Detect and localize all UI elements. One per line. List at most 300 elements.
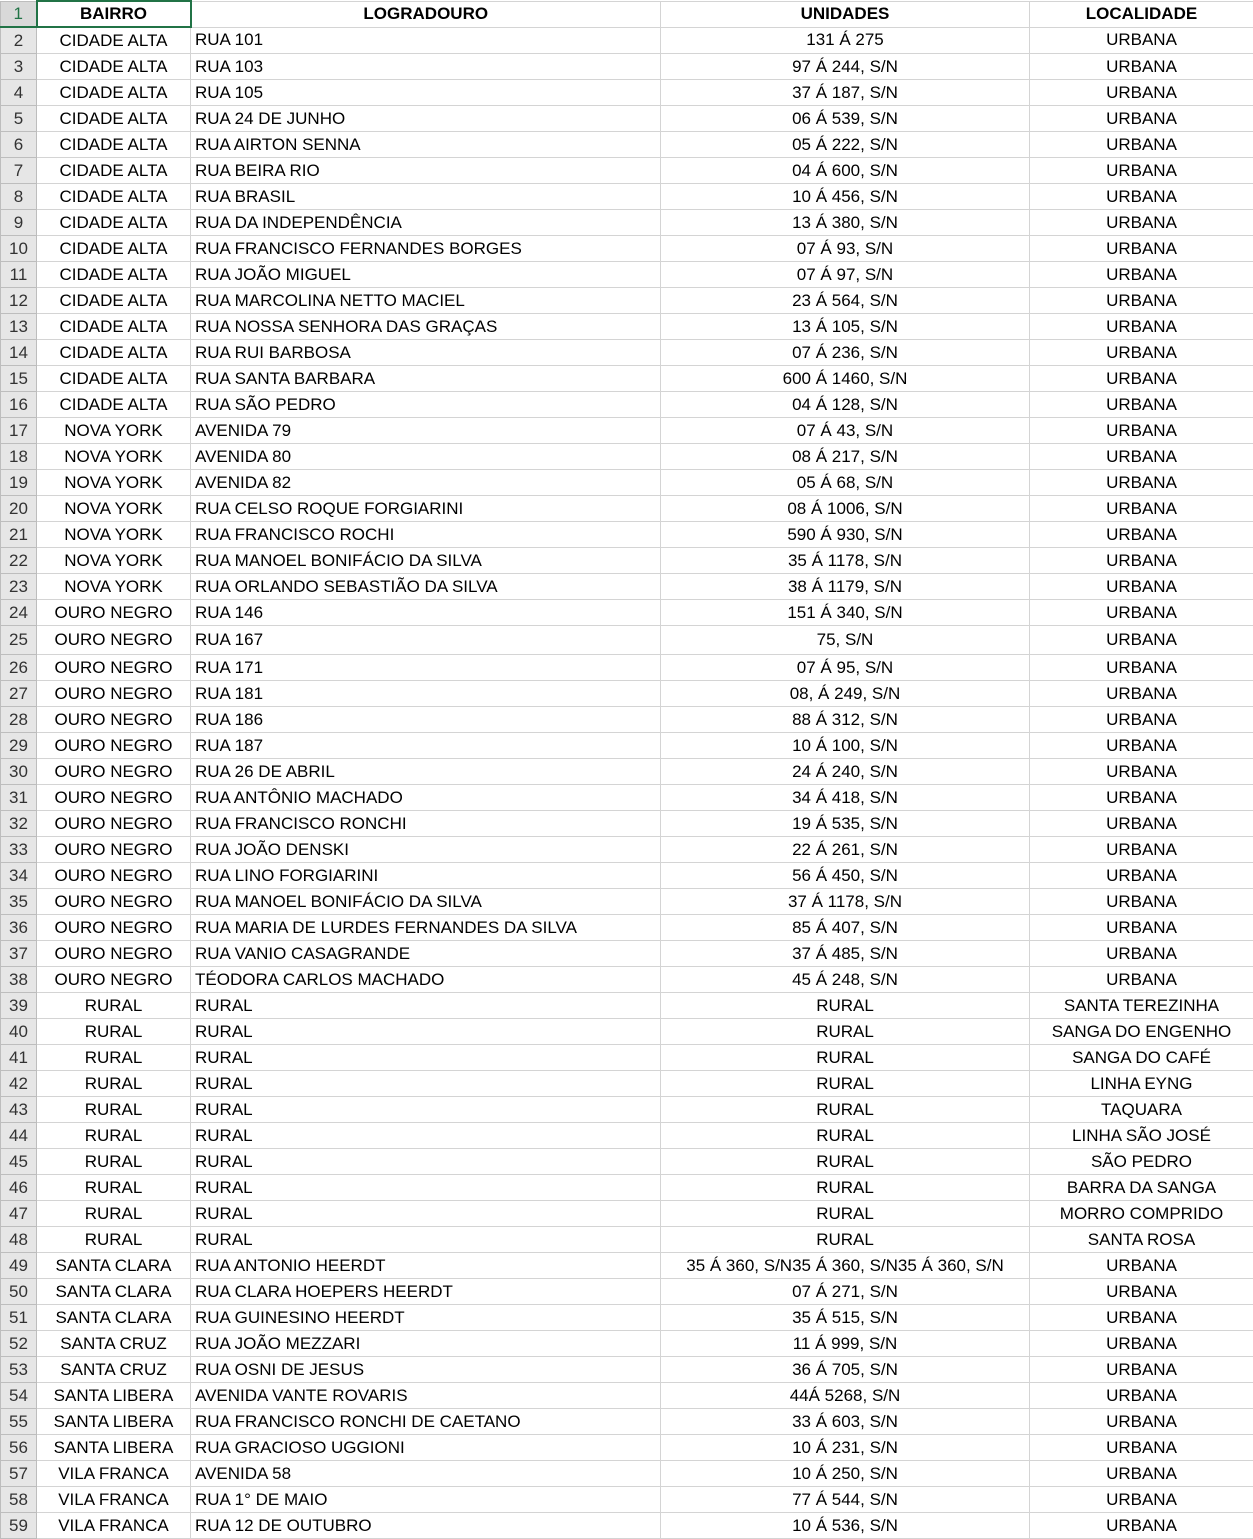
localidade-cell[interactable]: URBANA	[1030, 1253, 1253, 1279]
localidade-cell[interactable]: SANGA DO ENGENHO	[1030, 1019, 1253, 1045]
localidade-cell[interactable]: SANTA ROSA	[1030, 1227, 1253, 1253]
unidades-cell[interactable]: 33 Á 603, S/N	[661, 1409, 1030, 1435]
unidades-cell[interactable]: RURAL	[661, 1201, 1030, 1227]
bairro-cell[interactable]: RURAL	[37, 1149, 191, 1175]
bairro-cell[interactable]: SANTA CRUZ	[37, 1331, 191, 1357]
row-number[interactable]: 2	[1, 27, 37, 54]
unidades-cell[interactable]: RURAL	[661, 1097, 1030, 1123]
bairro-cell[interactable]: CIDADE ALTA	[37, 132, 191, 158]
unidades-cell[interactable]: RURAL	[661, 1045, 1030, 1071]
bairro-cell[interactable]: CIDADE ALTA	[37, 236, 191, 262]
unidades-cell[interactable]: 590 Á 930, S/N	[661, 522, 1030, 548]
unidades-cell[interactable]: 10 Á 231, S/N	[661, 1435, 1030, 1461]
bairro-cell[interactable]: CIDADE ALTA	[37, 262, 191, 288]
row-number[interactable]: 49	[1, 1253, 37, 1279]
unidades-cell[interactable]: 77 Á 544, S/N	[661, 1487, 1030, 1513]
bairro-cell[interactable]: NOVA YORK	[37, 574, 191, 600]
row-number[interactable]: 30	[1, 759, 37, 785]
logradouro-cell[interactable]: RUA MARIA DE LURDES FERNANDES DA SILVA	[191, 915, 661, 941]
row-number[interactable]: 13	[1, 314, 37, 340]
logradouro-cell[interactable]: RUA JOÃO MIGUEL	[191, 262, 661, 288]
logradouro-cell[interactable]: TÉODORA CARLOS MACHADO	[191, 967, 661, 993]
bairro-cell[interactable]: NOVA YORK	[37, 444, 191, 470]
row-number[interactable]: 5	[1, 106, 37, 132]
logradouro-cell[interactable]: RUA 171	[191, 655, 661, 681]
row-number[interactable]: 20	[1, 496, 37, 522]
unidades-cell[interactable]: 10 Á 250, S/N	[661, 1461, 1030, 1487]
unidades-cell[interactable]: 13 Á 105, S/N	[661, 314, 1030, 340]
localidade-cell[interactable]: URBANA	[1030, 54, 1253, 80]
bairro-cell[interactable]: SANTA CLARA	[37, 1253, 191, 1279]
bairro-cell[interactable]: SANTA CRUZ	[37, 1357, 191, 1383]
unidades-cell[interactable]: 10 Á 100, S/N	[661, 733, 1030, 759]
logradouro-cell[interactable]: RUA SANTA BARBARA	[191, 366, 661, 392]
localidade-cell[interactable]: URBANA	[1030, 392, 1253, 418]
localidade-cell[interactable]: URBANA	[1030, 811, 1253, 837]
row-number[interactable]: 55	[1, 1409, 37, 1435]
unidades-cell[interactable]: 97 Á 244, S/N	[661, 54, 1030, 80]
unidades-cell[interactable]: 75, S/N	[661, 626, 1030, 655]
logradouro-cell[interactable]: RUA RUI BARBOSA	[191, 340, 661, 366]
localidade-cell[interactable]: URBANA	[1030, 470, 1253, 496]
bairro-cell[interactable]: OURO NEGRO	[37, 626, 191, 655]
row-number[interactable]: 22	[1, 548, 37, 574]
unidades-cell[interactable]: 600 Á 1460, S/N	[661, 366, 1030, 392]
row-number[interactable]: 19	[1, 470, 37, 496]
localidade-cell[interactable]: URBANA	[1030, 496, 1253, 522]
unidades-cell[interactable]: 44Á 5268, S/N	[661, 1383, 1030, 1409]
row-number[interactable]: 23	[1, 574, 37, 600]
bairro-cell[interactable]: OURO NEGRO	[37, 915, 191, 941]
row-number[interactable]: 28	[1, 707, 37, 733]
logradouro-cell[interactable]: RURAL	[191, 1227, 661, 1253]
bairro-cell[interactable]: CIDADE ALTA	[37, 158, 191, 184]
row-number[interactable]: 9	[1, 210, 37, 236]
bairro-cell[interactable]: OURO NEGRO	[37, 889, 191, 915]
row-number[interactable]: 24	[1, 600, 37, 626]
logradouro-cell[interactable]: RURAL	[191, 1123, 661, 1149]
bairro-cell[interactable]: OURO NEGRO	[37, 655, 191, 681]
row-number[interactable]: 16	[1, 392, 37, 418]
logradouro-cell[interactable]: RUA NOSSA SENHORA DAS GRAÇAS	[191, 314, 661, 340]
localidade-cell[interactable]: URBANA	[1030, 837, 1253, 863]
bairro-cell[interactable]: OURO NEGRO	[37, 811, 191, 837]
logradouro-cell[interactable]: RURAL	[191, 993, 661, 1019]
logradouro-cell[interactable]: RUA VANIO CASAGRANDE	[191, 941, 661, 967]
row-number[interactable]: 59	[1, 1513, 37, 1539]
logradouro-cell[interactable]: RURAL	[191, 1175, 661, 1201]
logradouro-cell[interactable]: RUA SÃO PEDRO	[191, 392, 661, 418]
row-number[interactable]: 7	[1, 158, 37, 184]
row-number[interactable]: 6	[1, 132, 37, 158]
header-logradouro-cell[interactable]: LOGRADOURO	[191, 1, 661, 27]
bairro-cell[interactable]: OURO NEGRO	[37, 707, 191, 733]
row-number[interactable]: 56	[1, 1435, 37, 1461]
bairro-cell[interactable]: OURO NEGRO	[37, 785, 191, 811]
bairro-cell[interactable]: CIDADE ALTA	[37, 184, 191, 210]
row-number[interactable]: 57	[1, 1461, 37, 1487]
logradouro-cell[interactable]: RUA JOÃO MEZZARI	[191, 1331, 661, 1357]
unidades-cell[interactable]: RURAL	[661, 1071, 1030, 1097]
row-number[interactable]: 31	[1, 785, 37, 811]
row-number[interactable]: 44	[1, 1123, 37, 1149]
row-number[interactable]: 37	[1, 941, 37, 967]
row-number[interactable]: 8	[1, 184, 37, 210]
row-number[interactable]: 1	[1, 1, 37, 27]
logradouro-cell[interactable]: RUA LINO FORGIARINI	[191, 863, 661, 889]
row-number[interactable]: 50	[1, 1279, 37, 1305]
table-row	[1, 600, 1253, 626]
logradouro-cell[interactable]: RUA DA INDEPENDÊNCIA	[191, 210, 661, 236]
bairro-cell[interactable]: CIDADE ALTA	[37, 392, 191, 418]
logradouro-cell[interactable]: RUA MANOEL BONIFÁCIO DA SILVA	[191, 548, 661, 574]
bairro-cell[interactable]: CIDADE ALTA	[37, 210, 191, 236]
localidade-cell[interactable]: URBANA	[1030, 785, 1253, 811]
unidades-cell[interactable]: 24 Á 240, S/N	[661, 759, 1030, 785]
unidades-cell[interactable]: 35 Á 515, S/N	[661, 1305, 1030, 1331]
unidades-cell[interactable]: 05 Á 68, S/N	[661, 470, 1030, 496]
bairro-cell[interactable]: VILA FRANCA	[37, 1513, 191, 1539]
logradouro-cell[interactable]: RUA GRACIOSO UGGIONI	[191, 1435, 661, 1461]
logradouro-cell[interactable]: RUA 1° DE MAIO	[191, 1487, 661, 1513]
row-number[interactable]: 35	[1, 889, 37, 915]
unidades-cell[interactable]: 45 Á 248, S/N	[661, 967, 1030, 993]
bairro-cell[interactable]: VILA FRANCA	[37, 1487, 191, 1513]
bairro-cell[interactable]: SANTA LIBERA	[37, 1383, 191, 1409]
localidade-cell[interactable]: MORRO COMPRIDO	[1030, 1201, 1253, 1227]
logradouro-cell[interactable]: RUA MARCOLINA NETTO MACIEL	[191, 288, 661, 314]
localidade-cell[interactable]: URBANA	[1030, 184, 1253, 210]
unidades-cell[interactable]: RURAL	[661, 1175, 1030, 1201]
unidades-cell[interactable]: 07 Á 95, S/N	[661, 655, 1030, 681]
bairro-cell[interactable]: OURO NEGRO	[37, 759, 191, 785]
bairro-cell[interactable]: RURAL	[37, 1227, 191, 1253]
localidade-cell[interactable]: URBANA	[1030, 1331, 1253, 1357]
bairro-cell[interactable]: NOVA YORK	[37, 418, 191, 444]
localidade-cell[interactable]: URBANA	[1030, 1461, 1253, 1487]
unidades-cell[interactable]: RURAL	[661, 1019, 1030, 1045]
bairro-cell[interactable]: CIDADE ALTA	[37, 54, 191, 80]
logradouro-cell[interactable]: AVENIDA 80	[191, 444, 661, 470]
unidades-cell[interactable]: 56 Á 450, S/N	[661, 863, 1030, 889]
row-number[interactable]: 38	[1, 967, 37, 993]
logradouro-cell[interactable]: RUA 181	[191, 681, 661, 707]
row-number[interactable]: 4	[1, 80, 37, 106]
unidades-cell[interactable]: RURAL	[661, 993, 1030, 1019]
row-number[interactable]: 39	[1, 993, 37, 1019]
localidade-cell[interactable]: URBANA	[1030, 548, 1253, 574]
localidade-cell[interactable]: URBANA	[1030, 106, 1253, 132]
header-localidade-cell[interactable]: LOCALIDADE	[1030, 1, 1253, 27]
logradouro-cell[interactable]: RUA ANTONIO HEERDT	[191, 1253, 661, 1279]
bairro-cell[interactable]: NOVA YORK	[37, 522, 191, 548]
unidades-cell[interactable]: 08, Á 249, S/N	[661, 681, 1030, 707]
bairro-cell[interactable]: CIDADE ALTA	[37, 80, 191, 106]
logradouro-cell[interactable]: RURAL	[191, 1149, 661, 1175]
unidades-cell[interactable]: 36 Á 705, S/N	[661, 1357, 1030, 1383]
logradouro-cell[interactable]: RUA AIRTON SENNA	[191, 132, 661, 158]
unidades-cell[interactable]: 13 Á 380, S/N	[661, 210, 1030, 236]
row-number[interactable]: 10	[1, 236, 37, 262]
unidades-cell[interactable]: 88 Á 312, S/N	[661, 707, 1030, 733]
logradouro-cell[interactable]: RUA ANTÔNIO MACHADO	[191, 785, 661, 811]
row-number[interactable]: 29	[1, 733, 37, 759]
table-row	[1, 1279, 1253, 1305]
logradouro-cell[interactable]: RUA MANOEL BONIFÁCIO DA SILVA	[191, 889, 661, 915]
localidade-cell[interactable]: BARRA DA SANGA	[1030, 1175, 1253, 1201]
unidades-cell[interactable]: 85 Á 407, S/N	[661, 915, 1030, 941]
localidade-cell[interactable]: URBANA	[1030, 314, 1253, 340]
row-number[interactable]: 40	[1, 1019, 37, 1045]
logradouro-cell[interactable]: RUA CELSO ROQUE FORGIARINI	[191, 496, 661, 522]
bairro-cell[interactable]: RURAL	[37, 993, 191, 1019]
unidades-cell[interactable]: 35 Á 1178, S/N	[661, 548, 1030, 574]
table-row	[1, 863, 1253, 889]
logradouro-cell[interactable]: RUA FRANCISCO RONCHI DE CAETANO	[191, 1409, 661, 1435]
bairro-cell[interactable]: RURAL	[37, 1123, 191, 1149]
bairro-cell[interactable]: OURO NEGRO	[37, 967, 191, 993]
unidades-cell[interactable]: 10 Á 456, S/N	[661, 184, 1030, 210]
row-number[interactable]: 33	[1, 837, 37, 863]
unidades-cell[interactable]: 06 Á 539, S/N	[661, 106, 1030, 132]
logradouro-cell[interactable]: AVENIDA 79	[191, 418, 661, 444]
localidade-cell[interactable]: SANGA DO CAFÉ	[1030, 1045, 1253, 1071]
localidade-cell[interactable]: URBANA	[1030, 1487, 1253, 1513]
logradouro-cell[interactable]: RUA GUINESINO HEERDT	[191, 1305, 661, 1331]
unidades-cell[interactable]: 34 Á 418, S/N	[661, 785, 1030, 811]
unidades-cell[interactable]: 07 Á 236, S/N	[661, 340, 1030, 366]
row-number[interactable]: 54	[1, 1383, 37, 1409]
localidade-cell[interactable]: URBANA	[1030, 1357, 1253, 1383]
bairro-cell[interactable]: NOVA YORK	[37, 548, 191, 574]
unidades-cell[interactable]: 37 Á 187, S/N	[661, 80, 1030, 106]
unidades-cell[interactable]: RURAL	[661, 1123, 1030, 1149]
localidade-cell[interactable]: URBANA	[1030, 707, 1253, 733]
row-number[interactable]: 17	[1, 418, 37, 444]
localidade-cell[interactable]: URBANA	[1030, 1435, 1253, 1461]
logradouro-cell[interactable]: AVENIDA 82	[191, 470, 661, 496]
logradouro-cell[interactable]: RUA BRASIL	[191, 184, 661, 210]
bairro-cell[interactable]: CIDADE ALTA	[37, 340, 191, 366]
table-row	[1, 80, 1253, 106]
unidades-cell[interactable]: 23 Á 564, S/N	[661, 288, 1030, 314]
localidade-cell[interactable]: URBANA	[1030, 132, 1253, 158]
row-number[interactable]: 47	[1, 1201, 37, 1227]
logradouro-cell[interactable]: RUA ORLANDO SEBASTIÃO DA SILVA	[191, 574, 661, 600]
logradouro-cell[interactable]: RUA FRANCISCO ROCHI	[191, 522, 661, 548]
localidade-cell[interactable]: URBANA	[1030, 759, 1253, 785]
logradouro-cell[interactable]: RUA 167	[191, 626, 661, 655]
bairro-cell[interactable]: OURO NEGRO	[37, 863, 191, 889]
localidade-cell[interactable]: URBANA	[1030, 262, 1253, 288]
bairro-cell[interactable]: NOVA YORK	[37, 470, 191, 496]
bairro-cell[interactable]: OURO NEGRO	[37, 600, 191, 626]
localidade-cell[interactable]: URBANA	[1030, 681, 1253, 707]
localidade-cell[interactable]: LINHA EYNG	[1030, 1071, 1253, 1097]
row-number[interactable]: 12	[1, 288, 37, 314]
unidades-cell[interactable]: 08 Á 217, S/N	[661, 444, 1030, 470]
localidade-cell[interactable]: URBANA	[1030, 574, 1253, 600]
localidade-cell[interactable]: URBANA	[1030, 1409, 1253, 1435]
localidade-cell[interactable]: URBANA	[1030, 1513, 1253, 1539]
row-number[interactable]: 26	[1, 655, 37, 681]
row-number[interactable]: 21	[1, 522, 37, 548]
localidade-cell[interactable]: URBANA	[1030, 1383, 1253, 1409]
unidades-cell[interactable]: 131 Á 275	[661, 27, 1030, 54]
bairro-cell[interactable]: NOVA YORK	[37, 496, 191, 522]
bairro-cell[interactable]: CIDADE ALTA	[37, 27, 191, 54]
row-number[interactable]: 46	[1, 1175, 37, 1201]
logradouro-cell[interactable]: AVENIDA 58	[191, 1461, 661, 1487]
logradouro-cell[interactable]: RUA CLARA HOEPERS HEERDT	[191, 1279, 661, 1305]
logradouro-cell[interactable]: RUA 12 DE OUTUBRO	[191, 1513, 661, 1539]
localidade-cell[interactable]: TAQUARA	[1030, 1097, 1253, 1123]
bairro-cell[interactable]: RURAL	[37, 1019, 191, 1045]
localidade-cell[interactable]: URBANA	[1030, 210, 1253, 236]
row-number[interactable]: 3	[1, 54, 37, 80]
bairro-cell[interactable]: RURAL	[37, 1097, 191, 1123]
logradouro-cell[interactable]: RUA JOÃO DENSKI	[191, 837, 661, 863]
localidade-cell[interactable]: URBANA	[1030, 366, 1253, 392]
row-number[interactable]: 15	[1, 366, 37, 392]
localidade-cell[interactable]: URBANA	[1030, 340, 1253, 366]
row-number[interactable]: 53	[1, 1357, 37, 1383]
unidades-cell[interactable]: 07 Á 271, S/N	[661, 1279, 1030, 1305]
bairro-cell[interactable]: CIDADE ALTA	[37, 366, 191, 392]
unidades-cell[interactable]: 37 Á 485, S/N	[661, 941, 1030, 967]
logradouro-cell[interactable]: AVENIDA VANTE ROVARIS	[191, 1383, 661, 1409]
logradouro-cell[interactable]: RURAL	[191, 1097, 661, 1123]
logradouro-cell[interactable]: RUA 187	[191, 733, 661, 759]
bairro-cell[interactable]: RURAL	[37, 1071, 191, 1097]
logradouro-cell[interactable]: RURAL	[191, 1071, 661, 1097]
row-number[interactable]: 48	[1, 1227, 37, 1253]
unidades-cell[interactable]: 04 Á 600, S/N	[661, 158, 1030, 184]
logradouro-cell[interactable]: RUA 24 DE JUNHO	[191, 106, 661, 132]
bairro-cell[interactable]: CIDADE ALTA	[37, 106, 191, 132]
bairro-cell[interactable]: RURAL	[37, 1175, 191, 1201]
row-number[interactable]: 45	[1, 1149, 37, 1175]
bairro-cell[interactable]: OURO NEGRO	[37, 837, 191, 863]
localidade-cell[interactable]: URBANA	[1030, 941, 1253, 967]
localidade-cell[interactable]: URBANA	[1030, 600, 1253, 626]
row-number[interactable]: 52	[1, 1331, 37, 1357]
row-number[interactable]: 41	[1, 1045, 37, 1071]
row-number[interactable]: 36	[1, 915, 37, 941]
bairro-cell[interactable]: SANTA CLARA	[37, 1279, 191, 1305]
localidade-cell[interactable]: URBANA	[1030, 655, 1253, 681]
row-number[interactable]: 14	[1, 340, 37, 366]
localidade-cell[interactable]: URBANA	[1030, 236, 1253, 262]
bairro-cell[interactable]: CIDADE ALTA	[37, 314, 191, 340]
localidade-cell[interactable]: URBANA	[1030, 418, 1253, 444]
logradouro-cell[interactable]: RUA 101	[191, 27, 661, 54]
bairro-cell[interactable]: SANTA CLARA	[37, 1305, 191, 1331]
logradouro-cell[interactable]: RUA 103	[191, 54, 661, 80]
bairro-cell[interactable]: CIDADE ALTA	[37, 288, 191, 314]
logradouro-cell[interactable]: RUA 105	[191, 80, 661, 106]
localidade-cell[interactable]: URBANA	[1030, 1305, 1253, 1331]
bairro-cell[interactable]: OURO NEGRO	[37, 733, 191, 759]
unidades-cell[interactable]: RURAL	[661, 1149, 1030, 1175]
logradouro-cell[interactable]: RURAL	[191, 1045, 661, 1071]
table-row	[1, 681, 1253, 707]
logradouro-cell[interactable]: RUA OSNI DE JESUS	[191, 1357, 661, 1383]
localidade-cell[interactable]: URBANA	[1030, 889, 1253, 915]
row-number[interactable]: 51	[1, 1305, 37, 1331]
unidades-cell[interactable]: 35 Á 360, S/N35 Á 360, S/N35 Á 360, S/N	[661, 1253, 1030, 1279]
localidade-cell[interactable]: URBANA	[1030, 915, 1253, 941]
row-number[interactable]: 43	[1, 1097, 37, 1123]
unidades-cell[interactable]: 151 Á 340, S/N	[661, 600, 1030, 626]
row-number[interactable]: 58	[1, 1487, 37, 1513]
logradouro-cell[interactable]: RUA 186	[191, 707, 661, 733]
localidade-cell[interactable]: URBANA	[1030, 158, 1253, 184]
header-bairro-cell[interactable]: BAIRRO	[37, 1, 191, 27]
bairro-cell[interactable]: OURO NEGRO	[37, 941, 191, 967]
logradouro-cell[interactable]: RUA 146	[191, 600, 661, 626]
localidade-cell[interactable]: SANTA TEREZINHA	[1030, 993, 1253, 1019]
localidade-cell[interactable]: LINHA SÃO JOSÉ	[1030, 1123, 1253, 1149]
bairro-cell[interactable]: RURAL	[37, 1045, 191, 1071]
localidade-cell[interactable]: URBANA	[1030, 80, 1253, 106]
localidade-cell[interactable]: URBANA	[1030, 863, 1253, 889]
header-unidades-cell[interactable]: UNIDADES	[661, 1, 1030, 27]
row-number[interactable]: 18	[1, 444, 37, 470]
row-number[interactable]: 42	[1, 1071, 37, 1097]
unidades-cell[interactable]: 37 Á 1178, S/N	[661, 889, 1030, 915]
logradouro-cell[interactable]: RUA 26 DE ABRIL	[191, 759, 661, 785]
row-number[interactable]: 32	[1, 811, 37, 837]
unidades-cell[interactable]: 07 Á 97, S/N	[661, 262, 1030, 288]
logradouro-cell[interactable]: RURAL	[191, 1019, 661, 1045]
localidade-cell[interactable]: URBANA	[1030, 626, 1253, 655]
unidades-cell[interactable]: 38 Á 1179, S/N	[661, 574, 1030, 600]
unidades-cell[interactable]: RURAL	[661, 1227, 1030, 1253]
localidade-cell[interactable]: URBANA	[1030, 444, 1253, 470]
localidade-cell[interactable]: SÃO PEDRO	[1030, 1149, 1253, 1175]
localidade-cell[interactable]: URBANA	[1030, 288, 1253, 314]
localidade-cell[interactable]: URBANA	[1030, 1279, 1253, 1305]
unidades-cell[interactable]: 08 Á 1006, S/N	[661, 496, 1030, 522]
bairro-cell[interactable]: RURAL	[37, 1201, 191, 1227]
unidades-cell[interactable]: 07 Á 93, S/N	[661, 236, 1030, 262]
row-number[interactable]: 34	[1, 863, 37, 889]
bairro-cell[interactable]: SANTA LIBERA	[37, 1409, 191, 1435]
logradouro-cell[interactable]: RUA BEIRA RIO	[191, 158, 661, 184]
localidade-cell[interactable]: URBANA	[1030, 522, 1253, 548]
bairro-cell[interactable]: VILA FRANCA	[37, 1461, 191, 1487]
unidades-cell[interactable]: 05 Á 222, S/N	[661, 132, 1030, 158]
unidades-cell[interactable]: 10 Á 536, S/N	[661, 1513, 1030, 1539]
localidade-cell[interactable]: URBANA	[1030, 733, 1253, 759]
bairro-cell[interactable]: OURO NEGRO	[37, 681, 191, 707]
localidade-cell[interactable]: URBANA	[1030, 27, 1253, 54]
bairro-cell[interactable]: SANTA LIBERA	[37, 1435, 191, 1461]
logradouro-cell[interactable]: RUA FRANCISCO RONCHI	[191, 811, 661, 837]
unidades-cell[interactable]: 19 Á 535, S/N	[661, 811, 1030, 837]
row-number[interactable]: 27	[1, 681, 37, 707]
logradouro-cell[interactable]: RURAL	[191, 1201, 661, 1227]
row-number[interactable]: 11	[1, 262, 37, 288]
row-number[interactable]: 25	[1, 626, 37, 655]
unidades-cell[interactable]: 04 Á 128, S/N	[661, 392, 1030, 418]
logradouro-cell[interactable]: RUA FRANCISCO FERNANDES BORGES	[191, 236, 661, 262]
unidades-cell[interactable]: 07 Á 43, S/N	[661, 418, 1030, 444]
localidade-cell[interactable]: URBANA	[1030, 967, 1253, 993]
unidades-cell[interactable]: 11 Á 999, S/N	[661, 1331, 1030, 1357]
unidades-cell[interactable]: 22 Á 261, S/N	[661, 837, 1030, 863]
